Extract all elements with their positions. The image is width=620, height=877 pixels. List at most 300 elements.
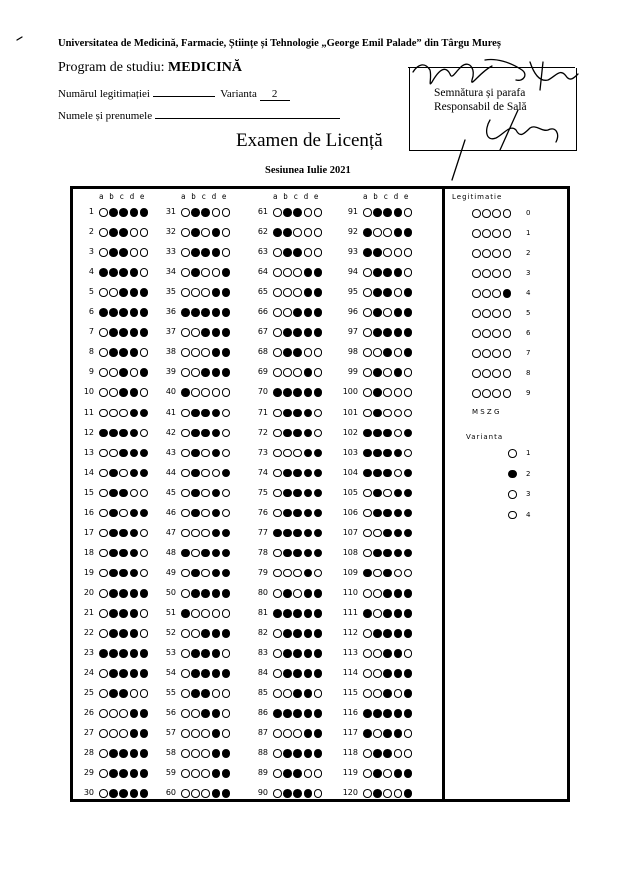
answer-bubble-e[interactable] <box>140 589 149 598</box>
answer-bubble-b[interactable] <box>373 469 382 478</box>
answer-bubble-a[interactable] <box>181 208 190 217</box>
answer-bubble-b[interactable] <box>373 729 382 738</box>
answer-bubble-c[interactable] <box>383 348 392 357</box>
answer-bubble-c[interactable] <box>383 429 392 438</box>
answer-bubble-d[interactable] <box>394 268 403 277</box>
answer-bubble-c[interactable] <box>383 308 392 317</box>
answer-bubble-b[interactable] <box>373 228 382 237</box>
answer-bubble-c[interactable] <box>383 729 392 738</box>
answer-bubble-b[interactable] <box>283 649 292 658</box>
answer-bubble-a[interactable] <box>363 669 372 678</box>
answer-bubble-e[interactable] <box>140 689 149 698</box>
answer-bubble-b[interactable] <box>109 529 118 538</box>
answer-bubble-c[interactable] <box>293 789 302 798</box>
answer-bubble-b[interactable] <box>191 529 200 538</box>
answer-bubble-b[interactable] <box>191 288 200 297</box>
answer-bubble-e[interactable] <box>404 248 413 257</box>
varianta-bubble[interactable] <box>508 490 517 499</box>
answer-bubble-d[interactable] <box>304 308 313 317</box>
answer-bubble-d[interactable] <box>394 689 403 698</box>
answer-bubble-a[interactable] <box>181 769 190 778</box>
answer-bubble-b[interactable] <box>109 649 118 658</box>
answer-bubble-c[interactable] <box>383 649 392 658</box>
varianta-bubble[interactable] <box>508 470 517 479</box>
answer-bubble-b[interactable] <box>191 248 200 257</box>
answer-bubble-c[interactable] <box>201 789 210 798</box>
answer-bubble-c[interactable] <box>201 749 210 758</box>
legitimatie-bubble[interactable] <box>482 349 491 358</box>
legitimatie-bubble[interactable] <box>472 249 481 258</box>
legitimatie-bubble[interactable] <box>472 389 481 398</box>
answer-bubble-c[interactable] <box>293 429 302 438</box>
answer-bubble-b[interactable] <box>109 368 118 377</box>
answer-bubble-c[interactable] <box>201 208 210 217</box>
answer-bubble-a[interactable] <box>99 449 108 458</box>
answer-bubble-a[interactable] <box>99 529 108 538</box>
answer-bubble-c[interactable] <box>293 409 302 418</box>
answer-bubble-c[interactable] <box>119 288 128 297</box>
answer-bubble-c[interactable] <box>119 689 128 698</box>
answer-bubble-e[interactable] <box>314 288 323 297</box>
answer-bubble-d[interactable] <box>304 228 313 237</box>
answer-bubble-c[interactable] <box>293 709 302 718</box>
answer-bubble-a[interactable] <box>181 348 190 357</box>
answer-bubble-a[interactable] <box>273 308 282 317</box>
answer-bubble-d[interactable] <box>212 669 221 678</box>
answer-bubble-a[interactable] <box>99 609 108 618</box>
answer-bubble-d[interactable] <box>394 769 403 778</box>
answer-bubble-b[interactable] <box>283 368 292 377</box>
answer-bubble-c[interactable] <box>383 589 392 598</box>
answer-bubble-a[interactable] <box>363 589 372 598</box>
answer-bubble-c[interactable] <box>383 749 392 758</box>
answer-bubble-c[interactable] <box>383 689 392 698</box>
legitimatie-bubble[interactable] <box>472 309 481 318</box>
answer-bubble-e[interactable] <box>314 669 323 678</box>
answer-bubble-a[interactable] <box>181 509 190 518</box>
answer-bubble-c[interactable] <box>383 248 392 257</box>
answer-bubble-e[interactable] <box>404 208 413 217</box>
answer-bubble-e[interactable] <box>404 609 413 618</box>
answer-bubble-b[interactable] <box>283 308 292 317</box>
legitimatie-bubble[interactable] <box>482 249 491 258</box>
answer-bubble-a[interactable] <box>363 308 372 317</box>
answer-bubble-d[interactable] <box>304 789 313 798</box>
answer-bubble-c[interactable] <box>201 429 210 438</box>
answer-bubble-e[interactable] <box>404 288 413 297</box>
answer-bubble-c[interactable] <box>383 388 392 397</box>
answer-bubble-a[interactable] <box>181 729 190 738</box>
answer-bubble-c[interactable] <box>201 649 210 658</box>
answer-bubble-b[interactable] <box>109 348 118 357</box>
answer-bubble-b[interactable] <box>283 729 292 738</box>
answer-bubble-b[interactable] <box>109 729 118 738</box>
legitimatie-bubble[interactable] <box>492 289 501 298</box>
legitimatie-bubble[interactable] <box>492 369 501 378</box>
legitimatie-bubble[interactable] <box>492 269 501 278</box>
answer-bubble-b[interactable] <box>191 769 200 778</box>
answer-bubble-c[interactable] <box>119 208 128 217</box>
answer-bubble-c[interactable] <box>119 749 128 758</box>
answer-bubble-b[interactable] <box>191 629 200 638</box>
answer-bubble-b[interactable] <box>283 388 292 397</box>
answer-bubble-b[interactable] <box>109 328 118 337</box>
answer-bubble-d[interactable] <box>130 609 139 618</box>
answer-bubble-a[interactable] <box>273 489 282 498</box>
answer-bubble-b[interactable] <box>191 208 200 217</box>
answer-bubble-d[interactable] <box>394 288 403 297</box>
answer-bubble-c[interactable] <box>119 348 128 357</box>
answer-bubble-b[interactable] <box>109 629 118 638</box>
answer-bubble-b[interactable] <box>283 429 292 438</box>
legitimatie-bubble[interactable] <box>503 269 512 278</box>
answer-bubble-e[interactable] <box>314 228 323 237</box>
answer-bubble-a[interactable] <box>181 709 190 718</box>
answer-bubble-a[interactable] <box>99 569 108 578</box>
answer-bubble-c[interactable] <box>383 709 392 718</box>
legitimatie-bubble[interactable] <box>492 389 501 398</box>
answer-bubble-d[interactable] <box>394 749 403 758</box>
answer-bubble-a[interactable] <box>273 348 282 357</box>
answer-bubble-e[interactable] <box>222 669 231 678</box>
answer-bubble-a[interactable] <box>181 469 190 478</box>
answer-bubble-a[interactable] <box>273 429 282 438</box>
answer-bubble-d[interactable] <box>304 649 313 658</box>
answer-bubble-b[interactable] <box>191 328 200 337</box>
answer-bubble-b[interactable] <box>109 769 118 778</box>
answer-bubble-e[interactable] <box>140 609 149 618</box>
answer-bubble-d[interactable] <box>394 368 403 377</box>
answer-bubble-b[interactable] <box>191 509 200 518</box>
answer-bubble-b[interactable] <box>283 609 292 618</box>
legitimatie-bubble[interactable] <box>503 349 512 358</box>
legitimatie-bubble[interactable] <box>482 269 491 278</box>
answer-bubble-b[interactable] <box>191 489 200 498</box>
answer-bubble-d[interactable] <box>212 769 221 778</box>
answer-bubble-a[interactable] <box>273 629 282 638</box>
answer-bubble-a[interactable] <box>363 348 372 357</box>
answer-bubble-a[interactable] <box>99 729 108 738</box>
answer-bubble-b[interactable] <box>283 248 292 257</box>
answer-bubble-b[interactable] <box>283 629 292 638</box>
answer-bubble-a[interactable] <box>363 689 372 698</box>
answer-bubble-a[interactable] <box>99 709 108 718</box>
answer-bubble-a[interactable] <box>273 769 282 778</box>
answer-bubble-d[interactable] <box>394 248 403 257</box>
answer-bubble-b[interactable] <box>191 429 200 438</box>
answer-bubble-c[interactable] <box>201 328 210 337</box>
answer-bubble-b[interactable] <box>373 449 382 458</box>
answer-bubble-a[interactable] <box>181 489 190 498</box>
legitimatie-bubble[interactable] <box>482 389 491 398</box>
legitimatie-bubble[interactable] <box>503 229 512 238</box>
answer-bubble-b[interactable] <box>373 669 382 678</box>
answer-bubble-b[interactable] <box>191 268 200 277</box>
answer-bubble-a[interactable] <box>273 649 282 658</box>
answer-bubble-a[interactable] <box>363 208 372 217</box>
answer-bubble-a[interactable] <box>99 789 108 798</box>
answer-bubble-b[interactable] <box>283 208 292 217</box>
answer-bubble-e[interactable] <box>140 629 149 638</box>
legitimatie-bubble[interactable] <box>492 309 501 318</box>
answer-bubble-e[interactable] <box>140 268 149 277</box>
answer-bubble-a[interactable] <box>363 609 372 618</box>
answer-bubble-b[interactable] <box>373 429 382 438</box>
answer-bubble-a[interactable] <box>181 749 190 758</box>
answer-bubble-c[interactable] <box>201 469 210 478</box>
legitimatie-bubble[interactable] <box>482 209 491 218</box>
answer-bubble-c[interactable] <box>201 368 210 377</box>
answer-bubble-b[interactable] <box>373 509 382 518</box>
answer-bubble-d[interactable] <box>394 348 403 357</box>
answer-bubble-c[interactable] <box>293 729 302 738</box>
answer-bubble-a[interactable] <box>99 368 108 377</box>
answer-bubble-b[interactable] <box>373 689 382 698</box>
answer-bubble-c[interactable] <box>293 268 302 277</box>
answer-bubble-c[interactable] <box>119 449 128 458</box>
answer-bubble-a[interactable] <box>363 549 372 558</box>
answer-bubble-a[interactable] <box>273 589 282 598</box>
answer-bubble-a[interactable] <box>363 288 372 297</box>
answer-bubble-a[interactable] <box>363 228 372 237</box>
legitimatie-bubble[interactable] <box>472 369 481 378</box>
answer-bubble-e[interactable] <box>222 208 231 217</box>
answer-bubble-d[interactable] <box>212 609 221 618</box>
answer-bubble-a[interactable] <box>181 629 190 638</box>
legitimatie-bubble[interactable] <box>482 309 491 318</box>
answer-bubble-c[interactable] <box>293 248 302 257</box>
answer-bubble-c[interactable] <box>201 348 210 357</box>
answer-bubble-c[interactable] <box>293 288 302 297</box>
answer-bubble-b[interactable] <box>191 449 200 458</box>
answer-bubble-a[interactable] <box>273 409 282 418</box>
answer-bubble-c[interactable] <box>119 589 128 598</box>
answer-bubble-c[interactable] <box>201 248 210 257</box>
answer-bubble-c[interactable] <box>201 629 210 638</box>
legitimatie-bubble[interactable] <box>503 369 512 378</box>
answer-bubble-b[interactable] <box>191 789 200 798</box>
answer-bubble-c[interactable] <box>201 308 210 317</box>
answer-bubble-e[interactable] <box>314 629 323 638</box>
answer-bubble-b[interactable] <box>109 749 118 758</box>
answer-bubble-a[interactable] <box>273 689 282 698</box>
answer-bubble-c[interactable] <box>119 709 128 718</box>
answer-bubble-d[interactable] <box>394 308 403 317</box>
answer-bubble-b[interactable] <box>283 769 292 778</box>
answer-bubble-d[interactable] <box>304 388 313 397</box>
answer-bubble-d[interactable] <box>304 368 313 377</box>
answer-bubble-a[interactable] <box>181 609 190 618</box>
answer-bubble-a[interactable] <box>363 509 372 518</box>
answer-bubble-b[interactable] <box>191 228 200 237</box>
answer-bubble-d[interactable] <box>212 228 221 237</box>
answer-bubble-d[interactable] <box>130 769 139 778</box>
answer-bubble-d[interactable] <box>304 729 313 738</box>
answer-bubble-c[interactable] <box>201 409 210 418</box>
answer-bubble-c[interactable] <box>293 749 302 758</box>
legitimatie-bubble[interactable] <box>472 289 481 298</box>
answer-bubble-a[interactable] <box>99 769 108 778</box>
answer-bubble-d[interactable] <box>304 669 313 678</box>
answer-bubble-a[interactable] <box>99 328 108 337</box>
answer-bubble-b[interactable] <box>191 589 200 598</box>
answer-bubble-d[interactable] <box>212 789 221 798</box>
answer-bubble-c[interactable] <box>293 589 302 598</box>
answer-bubble-b[interactable] <box>109 709 118 718</box>
answer-bubble-b[interactable] <box>373 709 382 718</box>
answer-bubble-a[interactable] <box>181 549 190 558</box>
answer-bubble-a[interactable] <box>99 629 108 638</box>
answer-bubble-a[interactable] <box>363 328 372 337</box>
legitimatie-bubble[interactable] <box>503 209 512 218</box>
answer-bubble-d[interactable] <box>304 248 313 257</box>
answer-bubble-c[interactable] <box>201 388 210 397</box>
answer-bubble-a[interactable] <box>181 689 190 698</box>
answer-bubble-a[interactable] <box>273 328 282 337</box>
legitimatie-bubble[interactable] <box>482 369 491 378</box>
answer-bubble-b[interactable] <box>283 589 292 598</box>
answer-bubble-d[interactable] <box>130 308 139 317</box>
answer-bubble-a[interactable] <box>99 288 108 297</box>
answer-bubble-d[interactable] <box>130 228 139 237</box>
answer-bubble-b[interactable] <box>109 308 118 317</box>
legitimatie-bubble[interactable] <box>472 229 481 238</box>
answer-bubble-a[interactable] <box>363 368 372 377</box>
answer-bubble-d[interactable] <box>394 388 403 397</box>
answer-bubble-a[interactable] <box>273 449 282 458</box>
answer-bubble-a[interactable] <box>99 208 108 217</box>
answer-bubble-b[interactable] <box>109 789 118 798</box>
answer-bubble-a[interactable] <box>181 649 190 658</box>
answer-bubble-d[interactable] <box>394 228 403 237</box>
answer-bubble-b[interactable] <box>109 469 118 478</box>
answer-bubble-d[interactable] <box>304 769 313 778</box>
answer-bubble-b[interactable] <box>373 248 382 257</box>
answer-bubble-c[interactable] <box>383 228 392 237</box>
answer-bubble-d[interactable] <box>130 729 139 738</box>
answer-bubble-c[interactable] <box>293 609 302 618</box>
answer-bubble-b[interactable] <box>283 509 292 518</box>
answer-bubble-c[interactable] <box>293 649 302 658</box>
legitimatie-bubble[interactable] <box>503 309 512 318</box>
legitimatie-bubble[interactable] <box>472 209 481 218</box>
answer-bubble-a[interactable] <box>99 669 108 678</box>
answer-bubble-c[interactable] <box>383 469 392 478</box>
answer-bubble-b[interactable] <box>109 669 118 678</box>
answer-bubble-b[interactable] <box>109 689 118 698</box>
answer-bubble-c[interactable] <box>201 729 210 738</box>
answer-bubble-e[interactable] <box>140 228 149 237</box>
answer-bubble-a[interactable] <box>363 629 372 638</box>
answer-bubble-d[interactable] <box>394 729 403 738</box>
answer-bubble-e[interactable] <box>222 689 231 698</box>
answer-bubble-e[interactable] <box>404 649 413 658</box>
answer-bubble-b[interactable] <box>191 348 200 357</box>
legitimatie-bubble[interactable] <box>503 249 512 258</box>
answer-bubble-b[interactable] <box>373 368 382 377</box>
answer-bubble-c[interactable] <box>201 268 210 277</box>
answer-bubble-b[interactable] <box>191 689 200 698</box>
answer-bubble-a[interactable] <box>99 489 108 498</box>
answer-bubble-c[interactable] <box>383 789 392 798</box>
answer-bubble-c[interactable] <box>383 609 392 618</box>
answer-bubble-d[interactable] <box>212 729 221 738</box>
answer-bubble-a[interactable] <box>363 409 372 418</box>
answer-bubble-b[interactable] <box>373 328 382 337</box>
answer-bubble-a[interactable] <box>99 689 108 698</box>
answer-bubble-b[interactable] <box>283 268 292 277</box>
answer-bubble-d[interactable] <box>212 348 221 357</box>
answer-bubble-c[interactable] <box>293 308 302 317</box>
answer-bubble-b[interactable] <box>109 509 118 518</box>
legitimatie-bubble[interactable] <box>492 209 501 218</box>
answer-bubble-a[interactable] <box>181 789 190 798</box>
answer-bubble-b[interactable] <box>283 409 292 418</box>
answer-bubble-a[interactable] <box>363 749 372 758</box>
answer-bubble-a[interactable] <box>99 749 108 758</box>
answer-bubble-a[interactable] <box>99 469 108 478</box>
answer-bubble-b[interactable] <box>191 409 200 418</box>
answer-bubble-d[interactable] <box>212 749 221 758</box>
answer-bubble-c[interactable] <box>293 328 302 337</box>
answer-bubble-c[interactable] <box>119 268 128 277</box>
answer-bubble-c[interactable] <box>119 469 128 478</box>
answer-bubble-c[interactable] <box>119 388 128 397</box>
answer-bubble-b[interactable] <box>283 789 292 798</box>
answer-bubble-b[interactable] <box>373 769 382 778</box>
answer-bubble-c[interactable] <box>119 409 128 418</box>
answer-bubble-d[interactable] <box>130 649 139 658</box>
answer-bubble-b[interactable] <box>109 268 118 277</box>
answer-bubble-e[interactable] <box>404 268 413 277</box>
answer-bubble-a[interactable] <box>181 228 190 237</box>
answer-bubble-c[interactable] <box>293 228 302 237</box>
answer-bubble-a[interactable] <box>181 669 190 678</box>
answer-bubble-b[interactable] <box>109 449 118 458</box>
legitimatie-bubble[interactable] <box>482 289 491 298</box>
answer-bubble-d[interactable] <box>130 288 139 297</box>
answer-bubble-a[interactable] <box>99 429 108 438</box>
answer-bubble-a[interactable] <box>273 388 282 397</box>
answer-bubble-e[interactable] <box>222 649 231 658</box>
answer-bubble-a[interactable] <box>99 649 108 658</box>
answer-bubble-c[interactable] <box>119 609 128 618</box>
answer-bubble-b[interactable] <box>191 308 200 317</box>
answer-bubble-a[interactable] <box>273 268 282 277</box>
answer-bubble-e[interactable] <box>404 589 413 598</box>
answer-bubble-d[interactable] <box>130 689 139 698</box>
answer-bubble-a[interactable] <box>363 789 372 798</box>
answer-bubble-b[interactable] <box>283 449 292 458</box>
answer-bubble-e[interactable] <box>314 268 323 277</box>
answer-bubble-e[interactable] <box>314 248 323 257</box>
legitimatie-bubble[interactable] <box>503 389 512 398</box>
answer-bubble-e[interactable] <box>314 689 323 698</box>
answer-bubble-a[interactable] <box>363 489 372 498</box>
answer-bubble-c[interactable] <box>119 308 128 317</box>
answer-bubble-a[interactable] <box>273 208 282 217</box>
answer-bubble-c[interactable] <box>201 228 210 237</box>
answer-bubble-a[interactable] <box>99 409 108 418</box>
answer-bubble-d[interactable] <box>304 689 313 698</box>
answer-bubble-a[interactable] <box>273 248 282 257</box>
answer-bubble-c[interactable] <box>119 769 128 778</box>
answer-bubble-a[interactable] <box>273 288 282 297</box>
answer-bubble-b[interactable] <box>283 348 292 357</box>
answer-bubble-a[interactable] <box>363 649 372 658</box>
varianta-bubble[interactable] <box>508 511 517 520</box>
answer-bubble-e[interactable] <box>140 288 149 297</box>
